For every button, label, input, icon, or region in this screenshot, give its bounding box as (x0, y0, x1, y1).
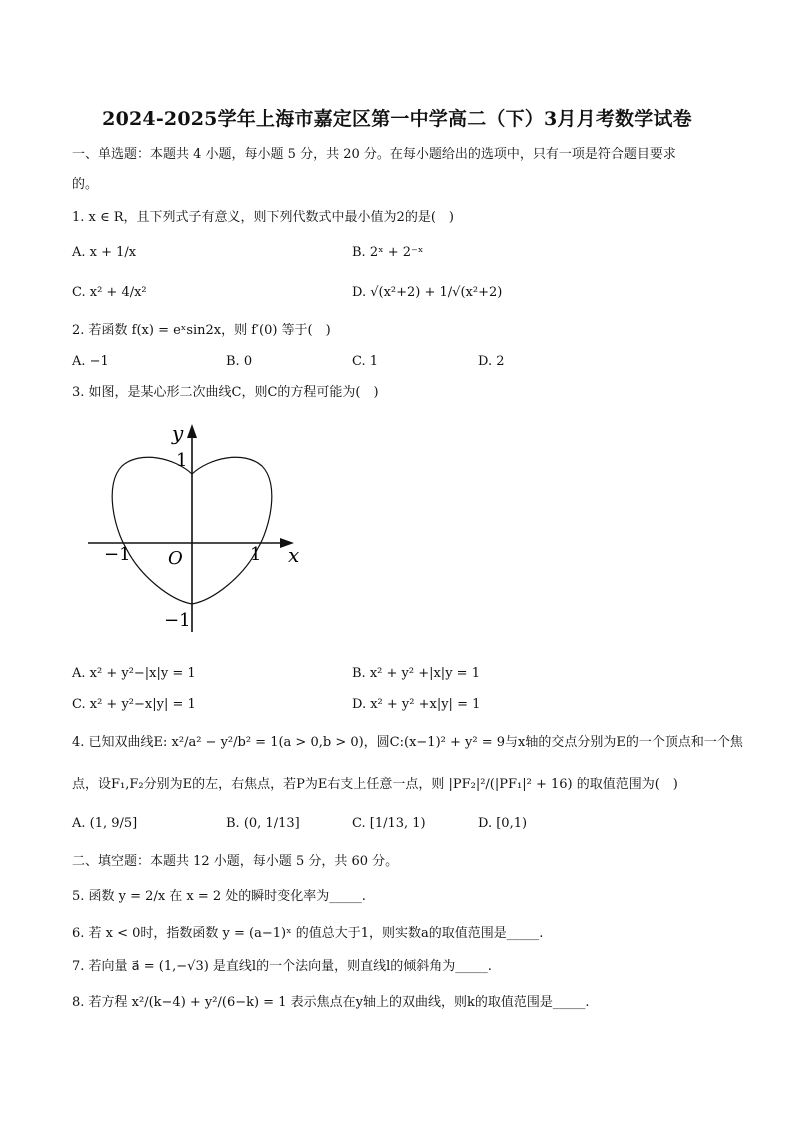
tick-label-x-neg: −1 (104, 544, 131, 565)
q4-option-c: C. [1/13, 1) (352, 816, 426, 831)
q4-stem-line2: 点，设F₁,F₂分别为E的左，右焦点，若P为E右支上任意一点，则 |PF₂|²/(|PF₁|² + 16) 的取值范围为( ) (72, 777, 678, 792)
q1-option-c: C. x² + 4/x² (72, 285, 147, 300)
q1-option-a: A. x + 1/x (72, 245, 137, 260)
tick-label-x-pos: 1 (250, 544, 262, 565)
q2-option-b: B. 0 (226, 354, 253, 369)
q2-option-d: D. 2 (478, 354, 505, 369)
tick-label-y-pos: 1 (176, 450, 188, 471)
q6-stem: 6. 若 x < 0时，指数函数 y = (a−1)ˣ 的值总大于1，则实数a的取值范围是_____. (72, 926, 544, 941)
q4-option-a: A. (1, 9/5] (72, 816, 138, 831)
section2-header: 二、填空题：本题共 12 小题，每小题 5 分，共 60 分。 (72, 854, 399, 869)
q2-stem: 2. 若函数 f(x) = eˣsin2x，则 f′(0) 等于( ) (72, 323, 331, 338)
y-axis-label: y (172, 421, 184, 445)
section1-header (72, 146, 676, 164)
section1-header-cont: 的。 (72, 177, 99, 192)
q4-stem-line1: 4. 已知双曲线E: x²/a² − y²/b² = 1(a > 0,b > 0)，圆C:(x−1)² + y² = 9与x轴的交点分别为E的一个顶点和一个焦 (72, 735, 743, 750)
q1-option-d: D. √(x²+2) + 1/√(x²+2) (352, 285, 503, 300)
q8-stem: 8. 若方程 x²/(k−4) + y²/(6−k) = 1 表示焦点在y轴上的双曲线，则k的取值范围是_____. (72, 995, 590, 1010)
q2-option-c: C. 1 (352, 354, 379, 369)
q3-option-b: B. x² + y² +|x|y = 1 (352, 666, 480, 681)
q3-option-a: A. x² + y²−|x|y = 1 (72, 666, 196, 681)
page-title: 2024-2025学年上海市嘉定区第一中学高二（下）3月月考数学试卷 (102, 108, 692, 130)
q1-option-b: B. 2ˣ + 2⁻ˣ (352, 245, 424, 260)
x-axis-label: x (288, 543, 300, 567)
q2-option-a: A. −1 (72, 354, 109, 369)
section1-header-text: 一、单选题：本题共 4 小题，每小题 5 分，共 20 分。在每小题给出的选项中，只有一项是符合题目要求 (72, 147, 676, 162)
q4-option-d: D. [0,1) (478, 816, 528, 831)
tick-label-y-neg: −1 (164, 610, 191, 631)
origin-label: O (168, 548, 183, 569)
heart-curve-figure (84, 418, 314, 638)
q3-stem: 3. 如图，是某心形二次曲线C，则C的方程可能为( ) (72, 385, 379, 400)
q3-option-d: D. x² + y² +x|y| = 1 (352, 697, 481, 712)
q4-option-b: B. (0, 1/13] (226, 816, 300, 831)
q1-stem: 1. x ∈ R，且下列式子有意义，则下列代数式中最小值为2的是( ) (72, 210, 454, 225)
q5-stem: 5. 函数 y = 2/x 在 x = 2 处的瞬时变化率为_____. (72, 889, 366, 904)
q7-stem: 7. 若向量 a⃗ = (1,−√3) 是直线l的一个法向量，则直线l的倾斜角为_____. (72, 959, 492, 974)
y-axis-arrow (187, 424, 197, 438)
q3-option-c: C. x² + y²−x|y| = 1 (72, 697, 196, 712)
